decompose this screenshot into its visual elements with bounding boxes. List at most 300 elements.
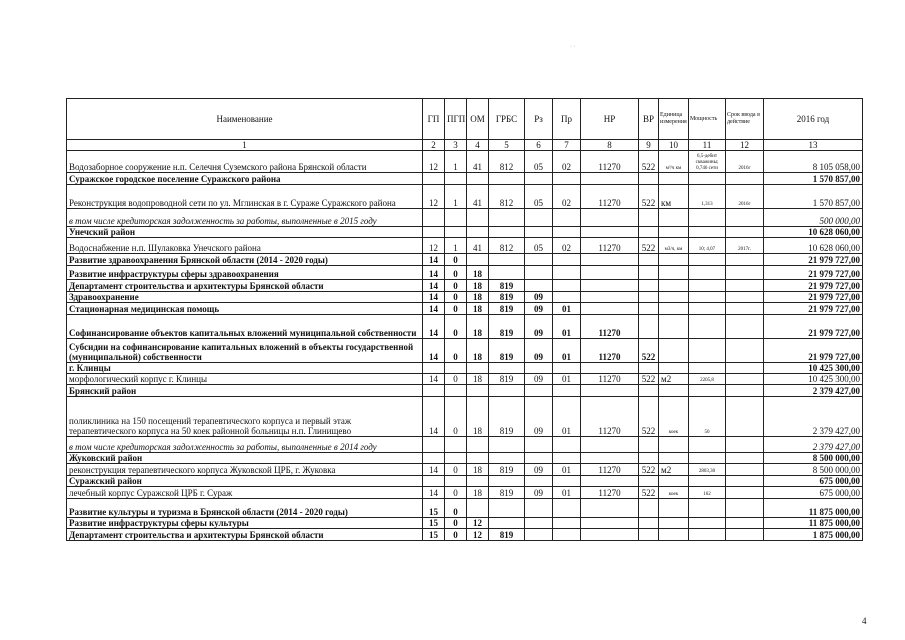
cell-rz xyxy=(525,385,553,397)
cell-gp xyxy=(423,453,445,464)
cell-amount: 500 000,00 xyxy=(764,209,863,227)
cell-vr xyxy=(639,315,659,339)
cell-rz xyxy=(525,529,553,541)
cell-vr: 522 xyxy=(639,487,659,499)
cell-pgp xyxy=(445,227,467,238)
cell-pr xyxy=(553,363,581,374)
table-row xyxy=(67,363,863,374)
index-cell: 12 xyxy=(726,140,764,151)
cell-om: 41 xyxy=(467,185,489,209)
cell-pr xyxy=(553,518,581,529)
col-power-header: Мощность xyxy=(689,99,726,140)
cell-nr: 11270 xyxy=(581,487,639,499)
cell-name: Брянский район xyxy=(67,385,423,397)
col-pgp-header: ПГП xyxy=(445,99,467,140)
cell-power: 162 xyxy=(689,487,726,499)
cell-power xyxy=(689,303,726,315)
cell-vr xyxy=(639,292,659,303)
cell-vr xyxy=(639,476,659,487)
cell-term xyxy=(726,209,764,227)
cell-nr xyxy=(581,292,639,303)
cell-om: 18 xyxy=(467,280,489,292)
cell-power: 6,5-дебит скважины; 0,746 сети xyxy=(689,151,726,173)
cell-om: 18 xyxy=(467,464,489,476)
cell-power xyxy=(689,227,726,238)
index-cell: 8 xyxy=(581,140,639,151)
cell-grbs: 819 xyxy=(489,464,525,476)
cell-power: 2205,8 xyxy=(689,374,726,385)
cell-gp: 15 xyxy=(423,518,445,529)
cell-pgp: 1 xyxy=(445,151,467,173)
cell-amount: 2 379 427,00 xyxy=(764,437,863,453)
cell-vr xyxy=(639,529,659,541)
cell-gp: 12 xyxy=(423,238,445,254)
cell-rz: 09 xyxy=(525,303,553,315)
cell-unit: км xyxy=(659,185,689,209)
cell-nr: 11270 xyxy=(581,339,639,363)
cell-pr: 01 xyxy=(553,397,581,437)
index-cell: 13 xyxy=(764,140,863,151)
cell-amount: 1 570 857,00 xyxy=(764,185,863,209)
index-cell: 10 xyxy=(659,140,689,151)
cell-pr xyxy=(553,227,581,238)
cell-grbs xyxy=(489,363,525,374)
cell-amount: 675 000,00 xyxy=(764,487,863,499)
cell-om xyxy=(467,476,489,487)
cell-pr: 01 xyxy=(553,339,581,363)
cell-vr: 522 xyxy=(639,151,659,173)
col-om-header: ОМ xyxy=(467,99,489,140)
cell-amount: 21 979 727,00 xyxy=(764,266,863,280)
cell-om: 18 xyxy=(467,487,489,499)
cell-rz xyxy=(525,437,553,453)
cell-grbs xyxy=(489,476,525,487)
cell-gp xyxy=(423,209,445,227)
cell-pgp: 0 xyxy=(445,266,467,280)
cell-term xyxy=(726,397,764,437)
cell-unit: м3/ч, км xyxy=(659,238,689,254)
cell-term xyxy=(726,437,764,453)
cell-om xyxy=(467,499,489,518)
cell-amount: 21 979 727,00 xyxy=(764,339,863,363)
cell-grbs: 819 xyxy=(489,374,525,385)
cell-name: Водозаборное сооружение н.п. Селечня Суземского района Брянской области xyxy=(67,151,423,173)
cell-nr xyxy=(581,529,639,541)
cell-rz: 09 xyxy=(525,464,553,476)
cell-power: 1,313 xyxy=(689,185,726,209)
cell-pgp: 0 xyxy=(445,487,467,499)
cell-om xyxy=(467,437,489,453)
cell-pgp xyxy=(445,385,467,397)
index-cell: 11 xyxy=(689,140,726,151)
cell-term xyxy=(726,476,764,487)
cell-rz xyxy=(525,266,553,280)
cell-pr: 01 xyxy=(553,374,581,385)
cell-vr xyxy=(639,173,659,185)
cell-term xyxy=(726,254,764,266)
cell-om: 18 xyxy=(467,266,489,280)
cell-unit: коек xyxy=(659,487,689,499)
cell-name: Департамент строительства и архитектуры Брянской области xyxy=(67,280,423,292)
col-pr-header: Пр xyxy=(553,99,581,140)
table-row xyxy=(67,518,863,529)
table-row xyxy=(67,499,863,518)
cell-om: 12 xyxy=(467,529,489,541)
table-row xyxy=(67,315,863,339)
page-number: 4 xyxy=(862,616,867,626)
cell-unit xyxy=(659,227,689,238)
cell-term xyxy=(726,487,764,499)
cell-rz: 09 xyxy=(525,339,553,363)
cell-pgp: 0 xyxy=(445,292,467,303)
cell-pr xyxy=(553,173,581,185)
cell-om: 12 xyxy=(467,518,489,529)
cell-gp: 14 xyxy=(423,280,445,292)
cell-name: Здравоохранение xyxy=(67,292,423,303)
cell-grbs: 819 xyxy=(489,315,525,339)
cell-unit xyxy=(659,385,689,397)
cell-pr xyxy=(553,453,581,464)
cell-unit xyxy=(659,499,689,518)
cell-amount: 11 875 000,00 xyxy=(764,518,863,529)
header-row xyxy=(67,99,863,140)
cell-om xyxy=(467,209,489,227)
cell-pgp: 0 xyxy=(445,499,467,518)
cell-nr xyxy=(581,476,639,487)
cell-grbs xyxy=(489,209,525,227)
cell-grbs: 819 xyxy=(489,339,525,363)
cell-pgp: 0 xyxy=(445,518,467,529)
index-row xyxy=(67,140,863,151)
cell-vr xyxy=(639,209,659,227)
col-rz-header: Рз xyxy=(525,99,553,140)
table-row xyxy=(67,385,863,397)
cell-name: Суражский район xyxy=(67,476,423,487)
col-vr-header: ВР xyxy=(639,99,659,140)
cell-power xyxy=(689,315,726,339)
table-row xyxy=(67,185,863,209)
index-cell: 4 xyxy=(467,140,489,151)
cell-pgp: 0 xyxy=(445,303,467,315)
table-row xyxy=(67,464,863,476)
cell-power xyxy=(689,280,726,292)
cell-rz xyxy=(525,518,553,529)
cell-grbs xyxy=(489,437,525,453)
cell-pr: 02 xyxy=(553,238,581,254)
cell-term: 2016г xyxy=(726,151,764,173)
cell-rz: 09 xyxy=(525,292,553,303)
cell-pgp: 0 xyxy=(445,315,467,339)
cell-pgp xyxy=(445,476,467,487)
cell-amount: 2 379 427,00 xyxy=(764,397,863,437)
cell-vr xyxy=(639,437,659,453)
cell-nr xyxy=(581,499,639,518)
cell-vr xyxy=(639,363,659,374)
cell-gp: 14 xyxy=(423,303,445,315)
cell-nr: 11270 xyxy=(581,315,639,339)
cell-name: Водоснабжение н.п. Шулаковка Унечского района xyxy=(67,238,423,254)
cell-pgp xyxy=(445,437,467,453)
cell-gp: 14 xyxy=(423,254,445,266)
cell-grbs: 819 xyxy=(489,292,525,303)
cell-term: 2016г xyxy=(726,185,764,209)
cell-vr: 522 xyxy=(639,339,659,363)
cell-grbs xyxy=(489,227,525,238)
cell-nr xyxy=(581,437,639,453)
cell-amount: 10 425 300,00 xyxy=(764,374,863,385)
cell-om xyxy=(467,385,489,397)
col-nr-header: НР xyxy=(581,99,639,140)
cell-gp: 14 xyxy=(423,339,445,363)
cell-rz xyxy=(525,280,553,292)
cell-grbs: 819 xyxy=(489,303,525,315)
cell-nr: 11270 xyxy=(581,185,639,209)
cell-pr xyxy=(553,266,581,280)
col-grbs-header: ГРБС xyxy=(489,99,525,140)
cell-nr xyxy=(581,453,639,464)
cell-pr: 01 xyxy=(553,464,581,476)
cell-vr xyxy=(639,280,659,292)
cell-name: Развитие инфраструктуры сферы здравоохранения xyxy=(67,266,423,280)
index-cell: 3 xyxy=(445,140,467,151)
cell-name: Суражское городское поселение Суражского района xyxy=(67,173,423,185)
table-row xyxy=(67,209,863,227)
cell-amount: 675 000,00 xyxy=(764,476,863,487)
cell-rz: 05 xyxy=(525,238,553,254)
cell-power xyxy=(689,499,726,518)
cell-unit xyxy=(659,339,689,363)
cell-unit xyxy=(659,254,689,266)
cell-power xyxy=(689,292,726,303)
cell-grbs xyxy=(489,254,525,266)
cell-power xyxy=(689,209,726,227)
cell-gp: 14 xyxy=(423,315,445,339)
cell-nr xyxy=(581,280,639,292)
cell-rz xyxy=(525,499,553,518)
cell-grbs: 819 xyxy=(489,397,525,437)
cell-om xyxy=(467,453,489,464)
cell-grbs: 819 xyxy=(489,529,525,541)
cell-gp: 12 xyxy=(423,185,445,209)
cell-power xyxy=(689,437,726,453)
table-row xyxy=(67,453,863,464)
cell-term xyxy=(726,374,764,385)
index-cell: 7 xyxy=(553,140,581,151)
cell-gp xyxy=(423,173,445,185)
cell-term xyxy=(726,464,764,476)
table-body xyxy=(67,151,863,541)
cell-unit xyxy=(659,209,689,227)
cell-name: лечебный корпус Суражской ЦРБ г. Сураж xyxy=(67,487,423,499)
cell-vr: 522 xyxy=(639,185,659,209)
cell-unit xyxy=(659,266,689,280)
table-row xyxy=(67,303,863,315)
cell-vr: 522 xyxy=(639,464,659,476)
cell-term xyxy=(726,227,764,238)
cell-nr xyxy=(581,227,639,238)
cell-pgp: 0 xyxy=(445,529,467,541)
cell-unit: м2 xyxy=(659,464,689,476)
cell-grbs: 819 xyxy=(489,280,525,292)
cell-vr: 522 xyxy=(639,238,659,254)
cell-pr: 01 xyxy=(553,487,581,499)
table-row xyxy=(67,397,863,437)
cell-pgp: 0 xyxy=(445,397,467,437)
col-gp-header: ГП xyxy=(423,99,445,140)
cell-vr xyxy=(639,266,659,280)
cell-amount: 2 379 427,00 xyxy=(764,385,863,397)
cell-om xyxy=(467,227,489,238)
cell-power xyxy=(689,518,726,529)
table-row xyxy=(67,227,863,238)
cell-unit xyxy=(659,315,689,339)
cell-term xyxy=(726,339,764,363)
cell-rz xyxy=(525,173,553,185)
cell-om: 18 xyxy=(467,339,489,363)
cell-gp xyxy=(423,476,445,487)
cell-nr: 11270 xyxy=(581,464,639,476)
cell-name: Субсидии на софинансирование капитальных вложений в объекты государственной (муниципальной) собственности xyxy=(67,339,423,363)
cell-name: Жуковский район xyxy=(67,453,423,464)
table-row xyxy=(67,280,863,292)
cell-amount: 21 979 727,00 xyxy=(764,280,863,292)
cell-rz: 09 xyxy=(525,374,553,385)
cell-power xyxy=(689,476,726,487)
index-cell: 1 xyxy=(67,140,423,151)
cell-grbs xyxy=(489,266,525,280)
cell-pgp: 1 xyxy=(445,185,467,209)
cell-amount: 10 628 060,00 xyxy=(764,227,863,238)
cell-gp: 14 xyxy=(423,292,445,303)
cell-power xyxy=(689,266,726,280)
cell-rz: 09 xyxy=(525,487,553,499)
cell-pgp xyxy=(445,209,467,227)
cell-power: 10; 4,07 xyxy=(689,238,726,254)
cell-gp xyxy=(423,227,445,238)
cell-pgp: 1 xyxy=(445,238,467,254)
cell-gp: 12 xyxy=(423,151,445,173)
budget-table xyxy=(66,98,863,541)
cell-pr xyxy=(553,280,581,292)
cell-nr: 11270 xyxy=(581,397,639,437)
cell-gp: 15 xyxy=(423,529,445,541)
cell-name: Развитие культуры и туризма в Брянской области (2014 - 2020 годы) xyxy=(67,499,423,518)
cell-pgp: 0 xyxy=(445,280,467,292)
cell-term xyxy=(726,315,764,339)
cell-pgp: 0 xyxy=(445,464,467,476)
cell-name: Стационарная медицинская помощь xyxy=(67,303,423,315)
cell-unit xyxy=(659,303,689,315)
cell-nr: 11270 xyxy=(581,238,639,254)
cell-pgp: 0 xyxy=(445,374,467,385)
cell-gp: 14 xyxy=(423,487,445,499)
index-cell: 9 xyxy=(639,140,659,151)
table-row xyxy=(67,254,863,266)
cell-pr xyxy=(553,529,581,541)
cell-power: 50 xyxy=(689,397,726,437)
cell-power xyxy=(689,339,726,363)
cell-om: 41 xyxy=(467,238,489,254)
cell-om: 41 xyxy=(467,151,489,173)
cell-pgp: 0 xyxy=(445,339,467,363)
cell-name: г. Клинцы xyxy=(67,363,423,374)
cell-name: в том числе кредиторская задолженность за работы, выполненные в 2015 году xyxy=(67,209,423,227)
cell-unit: м2 xyxy=(659,374,689,385)
cell-unit xyxy=(659,437,689,453)
table-row xyxy=(67,339,863,363)
cell-unit xyxy=(659,280,689,292)
index-cell: 5 xyxy=(489,140,525,151)
table-row xyxy=(67,173,863,185)
scan-speck: · · xyxy=(570,44,576,50)
cell-vr xyxy=(639,227,659,238)
table-row xyxy=(67,238,863,254)
cell-pgp xyxy=(445,173,467,185)
cell-om: 18 xyxy=(467,315,489,339)
cell-pr xyxy=(553,209,581,227)
cell-pgp xyxy=(445,453,467,464)
cell-unit: м³/ч км xyxy=(659,151,689,173)
cell-pr xyxy=(553,254,581,266)
cell-unit xyxy=(659,363,689,374)
cell-grbs xyxy=(489,499,525,518)
cell-gp xyxy=(423,437,445,453)
table-row xyxy=(67,151,863,173)
cell-term xyxy=(726,173,764,185)
cell-rz xyxy=(525,453,553,464)
table-row xyxy=(67,476,863,487)
cell-name: Софинансирование объектов капитальных вложений муниципальной собственности xyxy=(67,315,423,339)
col-term-header: Срок ввода в действие xyxy=(726,99,764,140)
cell-grbs xyxy=(489,453,525,464)
cell-term xyxy=(726,303,764,315)
cell-term: 2017г. xyxy=(726,238,764,254)
cell-name: в том числе кредиторская задолженность за работы, выполненные в 2014 году xyxy=(67,437,423,453)
cell-name: Департамент строительства и архитектуры Брянской области xyxy=(67,529,423,541)
cell-amount: 1 570 857,00 xyxy=(764,173,863,185)
cell-amount: 11 875 000,00 xyxy=(764,499,863,518)
cell-amount: 1 875 000,00 xyxy=(764,529,863,541)
cell-term xyxy=(726,499,764,518)
cell-nr xyxy=(581,518,639,529)
cell-nr: 11270 xyxy=(581,151,639,173)
cell-pr: 02 xyxy=(553,151,581,173)
cell-amount: 21 979 727,00 xyxy=(764,303,863,315)
cell-om xyxy=(467,254,489,266)
cell-unit: коек xyxy=(659,397,689,437)
cell-name: реконструкция терапевтического корпуса Жуковской ЦРБ, г. Жуковка xyxy=(67,464,423,476)
cell-vr xyxy=(639,385,659,397)
budget-table-sheet xyxy=(66,98,862,541)
col-unit-header: Единица измерения xyxy=(659,99,689,140)
cell-amount: 10 628 060,00 xyxy=(764,238,863,254)
cell-nr xyxy=(581,209,639,227)
cell-term xyxy=(726,385,764,397)
cell-term xyxy=(726,453,764,464)
cell-gp: 15 xyxy=(423,499,445,518)
cell-unit xyxy=(659,453,689,464)
cell-gp: 14 xyxy=(423,464,445,476)
table-row xyxy=(67,292,863,303)
cell-vr xyxy=(639,518,659,529)
cell-grbs: 812 xyxy=(489,185,525,209)
cell-unit xyxy=(659,476,689,487)
cell-nr xyxy=(581,266,639,280)
cell-grbs: 812 xyxy=(489,151,525,173)
cell-grbs: 819 xyxy=(489,487,525,499)
cell-rz xyxy=(525,363,553,374)
cell-name: морфологический корпус г. Клинцы xyxy=(67,374,423,385)
